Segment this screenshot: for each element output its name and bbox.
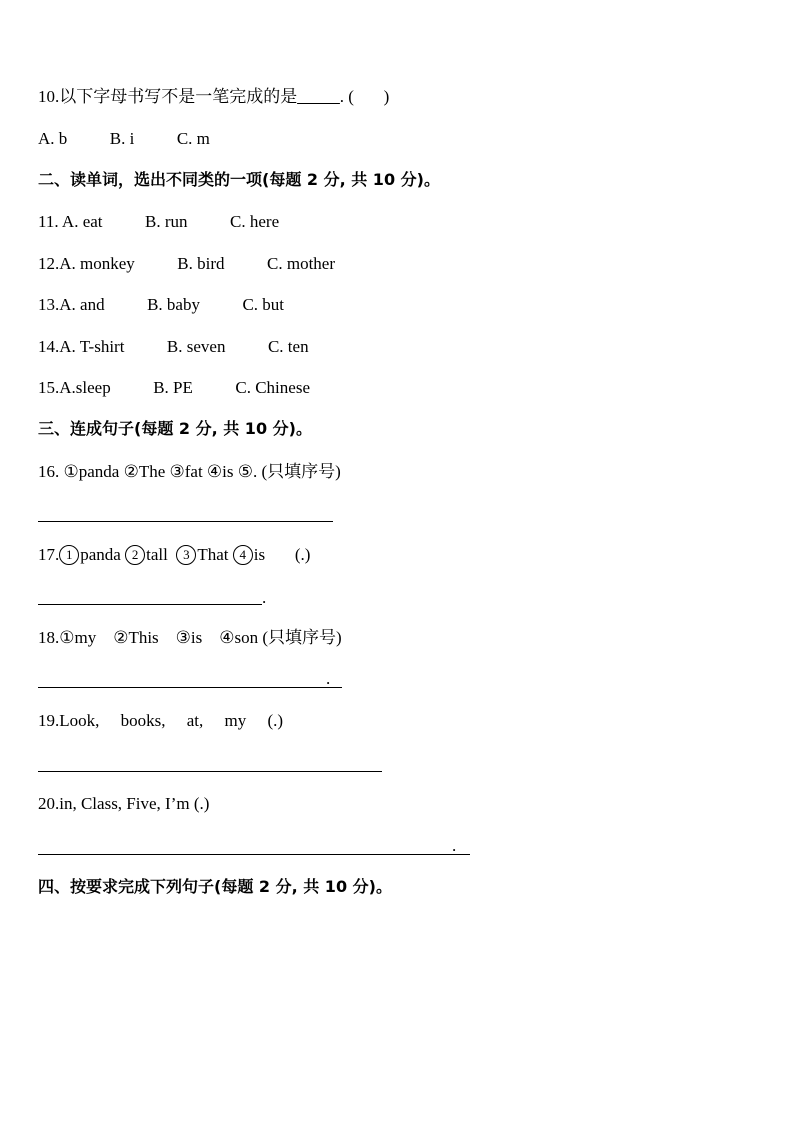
circled-number-3: 3 [176, 545, 196, 565]
section-4-heading: 四、按要求完成下列句子(每题 2 分, 共 10 分)。 [38, 877, 392, 896]
section-3-heading: 三、连成句子(每题 2 分, 共 10 分)。 [38, 419, 312, 438]
circled-number-1: 1 [59, 545, 79, 565]
question-10-blank: _____ [297, 87, 340, 106]
question-17-answer-period: . [262, 588, 267, 607]
section-2-heading: 二、读单词，选出不同类的一项(每题 2 分, 共 10 分)。 [38, 170, 440, 189]
question-12: 12.A. monkey B. bird C. mother [38, 254, 336, 273]
circled-number-4: 4 [233, 545, 253, 565]
question-17-word: tall [146, 545, 177, 564]
question-14: 14.A. T-shirt B. seven C. ten [38, 337, 309, 356]
circled-number-2: 2 [125, 545, 145, 565]
question-19-answer-line [38, 771, 382, 772]
question-16: 16. ①panda ②The ③fat ④is ⑤. (只填序号) [38, 462, 341, 481]
question-13: 13.A. and B. baby C. but [38, 295, 285, 314]
question-10-stem: 10.以下字母书写不是一笔完成的是 [38, 87, 298, 106]
question-11: 11. A. eat B. run C. here [38, 212, 280, 231]
question-18-answer-period: . [326, 669, 331, 688]
question-17 [38, 545, 310, 565]
question-18-answer-line [38, 687, 342, 688]
question-18: 18.①my ②This ③is ④son (只填序号) [38, 628, 342, 647]
question-20-answer-line [38, 854, 470, 855]
question-10 [38, 87, 389, 107]
question-19: 19.Look, books, at, my (.) [38, 711, 284, 730]
question-10-tail: . ( ) [339, 87, 390, 106]
question-15: 15.A.sleep B. PE C. Chinese [38, 378, 310, 397]
question-17-tail: (.) [265, 545, 311, 564]
question-20-answer-period: . [452, 836, 457, 855]
question-17-prefix: 17. [38, 545, 60, 564]
question-17-word: is [253, 545, 266, 564]
question-17-word: That [197, 545, 233, 564]
question-20: 20.in, Class, Five, I’m (.) [38, 794, 210, 813]
question-10-options: A. b B. i C. m [38, 129, 210, 148]
question-17-answer-line [38, 604, 262, 605]
question-17-word: panda [80, 545, 126, 564]
question-16-answer-line [38, 521, 333, 522]
